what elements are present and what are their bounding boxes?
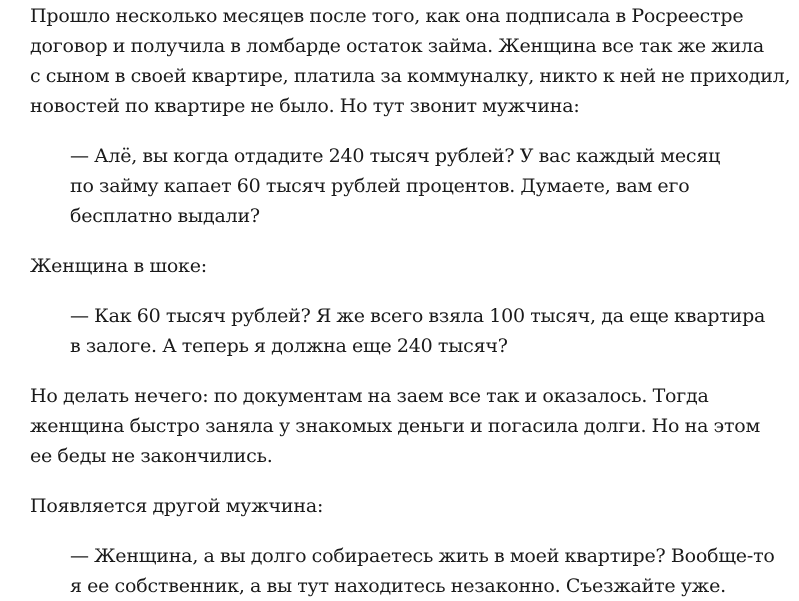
article-paragraph bbox=[30, 251, 207, 281]
article-paragraph bbox=[30, 381, 760, 471]
paragraph-line: договор и получила в ломбарде остаток займа. Женщина все так же жила bbox=[30, 35, 765, 57]
paragraph-line: Прошло несколько месяцев после того, как она подписала в Росреестре bbox=[30, 5, 744, 27]
quote-line: — Как 60 тысяч рублей? Я же всего взяла 100 тысяч, да еще квартира bbox=[70, 305, 766, 327]
article-paragraph bbox=[30, 491, 323, 521]
paragraph-line: ее беды не закончились. bbox=[30, 445, 273, 467]
paragraph-line: Но делать нечего: по документам на заем все так и оказалось. Тогда bbox=[30, 385, 709, 407]
paragraph-line: Появляется другой мужчина: bbox=[30, 495, 324, 517]
paragraph-line: Женщина в шоке: bbox=[30, 255, 207, 277]
dialogue-quote bbox=[30, 301, 765, 361]
quote-line: в залоге. А теперь я должна еще 240 тысяч? bbox=[70, 335, 508, 357]
quote-line: бесплатно выдали? bbox=[70, 205, 260, 227]
paragraph-line: с сыном в своей квартире, платила за коммуналку, никто к ней не приходил, bbox=[30, 65, 791, 87]
article-paragraph bbox=[30, 1, 790, 121]
quote-line: я ее собственник, а вы тут находитесь незаконно. Съезжайте уже. bbox=[70, 575, 726, 597]
quote-line: — Женщина, а вы долго собираетесь жить в моей квартире? Вообще-то bbox=[70, 545, 775, 567]
paragraph-line: женщина быстро заняла у знакомых деньги и погасила долги. Но на этом bbox=[30, 415, 761, 437]
paragraph-line: новостей по квартире не было. Но тут звонит мужчина: bbox=[30, 95, 580, 117]
dialogue-quote bbox=[30, 141, 720, 231]
dialogue-quote bbox=[30, 541, 775, 601]
quote-line: — Алё, вы когда отдадите 240 тысяч рублей? У вас каждый месяц bbox=[70, 145, 721, 167]
quote-line: по займу капает 60 тысяч рублей процентов. Думаете, вам его bbox=[70, 175, 690, 197]
